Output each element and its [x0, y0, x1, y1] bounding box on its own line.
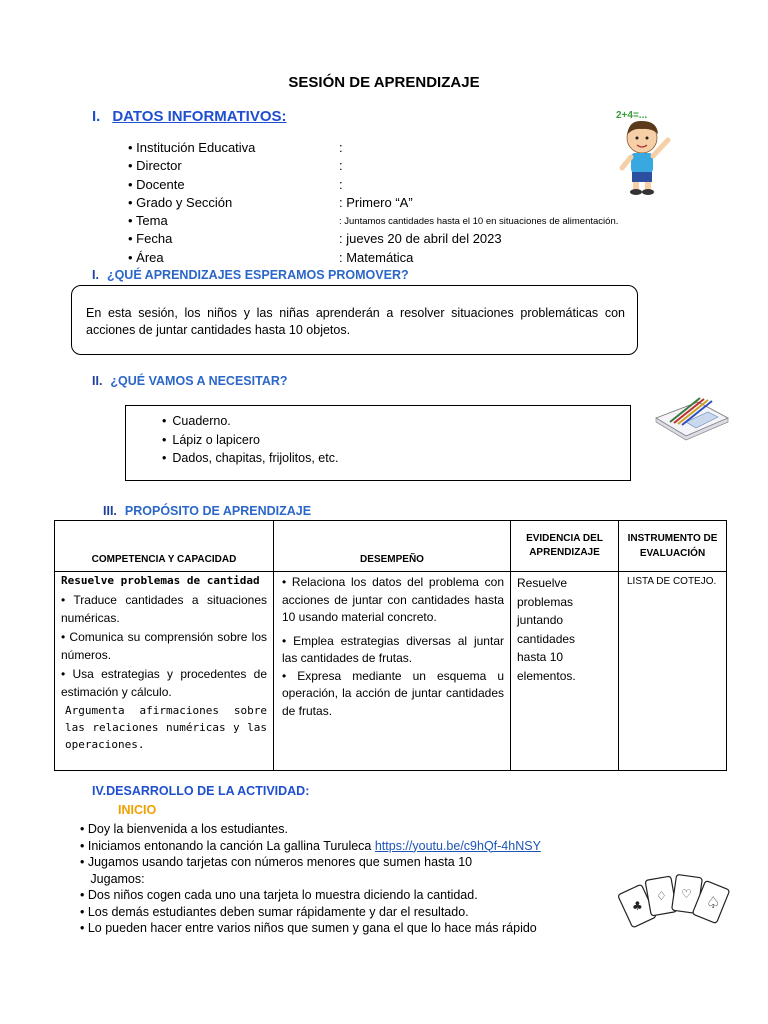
- header-instrumento: INSTRUMENTO DE EVALUACIÓN: [619, 521, 727, 572]
- competencia-cell: [55, 572, 274, 771]
- section-label: ¿QUÉ VAMOS A NECESITAR?: [110, 374, 288, 388]
- section-number: II.: [92, 374, 103, 388]
- section-label: ¿QUÉ APRENDIZAJES ESPERAMOS PROMOVER?: [106, 268, 409, 282]
- list-item: • Lápiz o lapicero: [162, 431, 338, 450]
- materiales-list: [162, 412, 338, 468]
- actividad-list: [80, 821, 541, 937]
- list-item: • Dos niños cogen cada uno una tarjeta lo muestra diciendo la cantidad.: [80, 888, 478, 902]
- datos-value: : Matemática: [339, 249, 414, 265]
- competencia-item: • Comunica su comprensión sobre los números.: [61, 629, 267, 662]
- instrumento-text: LISTA DE COTEJO.: [627, 576, 717, 587]
- list-item-text: • Iniciamos entonando la canción La gallina Turuleca: [80, 838, 375, 853]
- datos-key: • Área: [128, 249, 164, 265]
- competencia-item: • Traduce cantidades a situaciones numéricas.: [61, 592, 267, 625]
- datos-value: : Juntamos cantidades hasta el 10 en situaciones de alimentación.: [339, 216, 619, 228]
- datos-key: • Docente: [128, 176, 185, 192]
- section-label: DATOS INFORMATIVOS:: [112, 108, 287, 125]
- club-icon: ♣: [632, 899, 643, 913]
- table-row: [55, 572, 727, 771]
- datos-value: :: [339, 140, 343, 155]
- section-label: DESARROLLO DE LA ACTIVIDAD:: [106, 784, 310, 798]
- datos-key: • Grado y Sección: [128, 194, 233, 210]
- list-item: Jugamos:: [80, 871, 145, 886]
- spade-icon: ♤: [706, 893, 721, 912]
- aprendizajes-box: [71, 285, 638, 355]
- section-label: PROPÓSITO DE APRENDIZAJE: [124, 504, 312, 518]
- playing-cards-clipart: [618, 868, 736, 938]
- desempeno-cell: [274, 572, 511, 771]
- header-competencia: COMPETENCIA Y CAPACIDAD: [55, 521, 274, 572]
- datos-value: : jueves 20 de abril del 2023: [339, 231, 502, 247]
- heart-icon: ♡: [681, 887, 692, 901]
- table-header-row: [55, 521, 727, 572]
- youtube-link[interactable]: https://youtu.be/c9hQf-4hNSY: [374, 838, 541, 853]
- page-title: SESIÓN DE APRENDIZAJE: [288, 74, 480, 91]
- datos-key: • Institución Educativa: [128, 140, 256, 155]
- materiales-box: [125, 405, 631, 481]
- section-number: III.: [103, 504, 117, 518]
- evidencia-text: Resuelve problemas juntando cantidades hasta 10 elementos.: [517, 576, 576, 683]
- section-number: I.: [92, 108, 101, 125]
- desempeno-item: • Expresa mediante un esquema u operación, la acción de juntar cantidades de frutas.: [282, 668, 504, 718]
- instrumento-cell: [619, 572, 727, 771]
- aprendizajes-text: En esta sesión, los niños y las niñas aprenderán a resolver situaciones problemáticas con acciones de juntar cantidades hasta 10 objetos.: [86, 306, 625, 337]
- competencia-extra: Argumenta afirmaciones sobre las relaciones numéricas y las operaciones.: [65, 703, 267, 751]
- datos-value: : Primero “A”: [339, 194, 413, 210]
- notebook-pencils-clipart: [652, 392, 732, 444]
- diamond-icon: ♢: [656, 889, 667, 903]
- list-item: • Jugamos usando tarjetas con números menores que sumen hasta 10: [80, 855, 473, 869]
- section-number: IV.: [92, 784, 107, 798]
- list-item: • Doy la bienvenida a los estudiantes.: [80, 822, 288, 836]
- list-item: • Lo pueden hacer entre varios niños que sumen y gana el que lo hace más rápido: [80, 921, 537, 935]
- datos-key: • Director: [128, 158, 182, 174]
- list-item: [80, 838, 541, 855]
- list-item: • Dados, chapitas, frijolitos, etc.: [162, 449, 338, 468]
- section-necesitar-heading: [92, 374, 288, 388]
- header-desempeno: DESEMPEÑO: [274, 521, 511, 572]
- datos-value: :: [339, 176, 343, 192]
- section-datos-heading: [92, 108, 287, 125]
- section-aprendizajes-heading: [92, 268, 409, 282]
- competencia-item: • Usa estrategias y procedentes de estimación y cálculo.: [61, 666, 267, 699]
- desempeno-item: • Relaciona los datos del problema con acciones de juntar con cantidades hasta 10 usando material concreto.: [282, 575, 504, 624]
- datos-value: :: [339, 158, 343, 174]
- section-number: I.: [92, 268, 99, 282]
- boy-math-clipart: [612, 104, 686, 196]
- header-evidencia: EVIDENCIA DEL APRENDIZAJE: [511, 521, 619, 572]
- competencia-title: Resuelve problemas de cantidad: [61, 574, 260, 587]
- section-desarrollo-heading: [92, 784, 309, 798]
- section-proposito-heading: [103, 504, 311, 518]
- evidencia-cell: [511, 572, 619, 771]
- datos-key: • Tema: [128, 213, 168, 229]
- datos-key: • Fecha: [128, 231, 173, 247]
- list-item: • Cuaderno.: [162, 412, 338, 431]
- math-formula: 2+4=...: [616, 110, 648, 121]
- list-item: • Los demás estudiantes deben sumar rápidamente y dar el resultado.: [80, 904, 469, 919]
- desempeno-item: • Emplea estrategias diversas al juntar las cantidades de frutas.: [282, 633, 504, 665]
- inicio-label: INICIO: [118, 803, 157, 817]
- proposito-table: [54, 520, 727, 771]
